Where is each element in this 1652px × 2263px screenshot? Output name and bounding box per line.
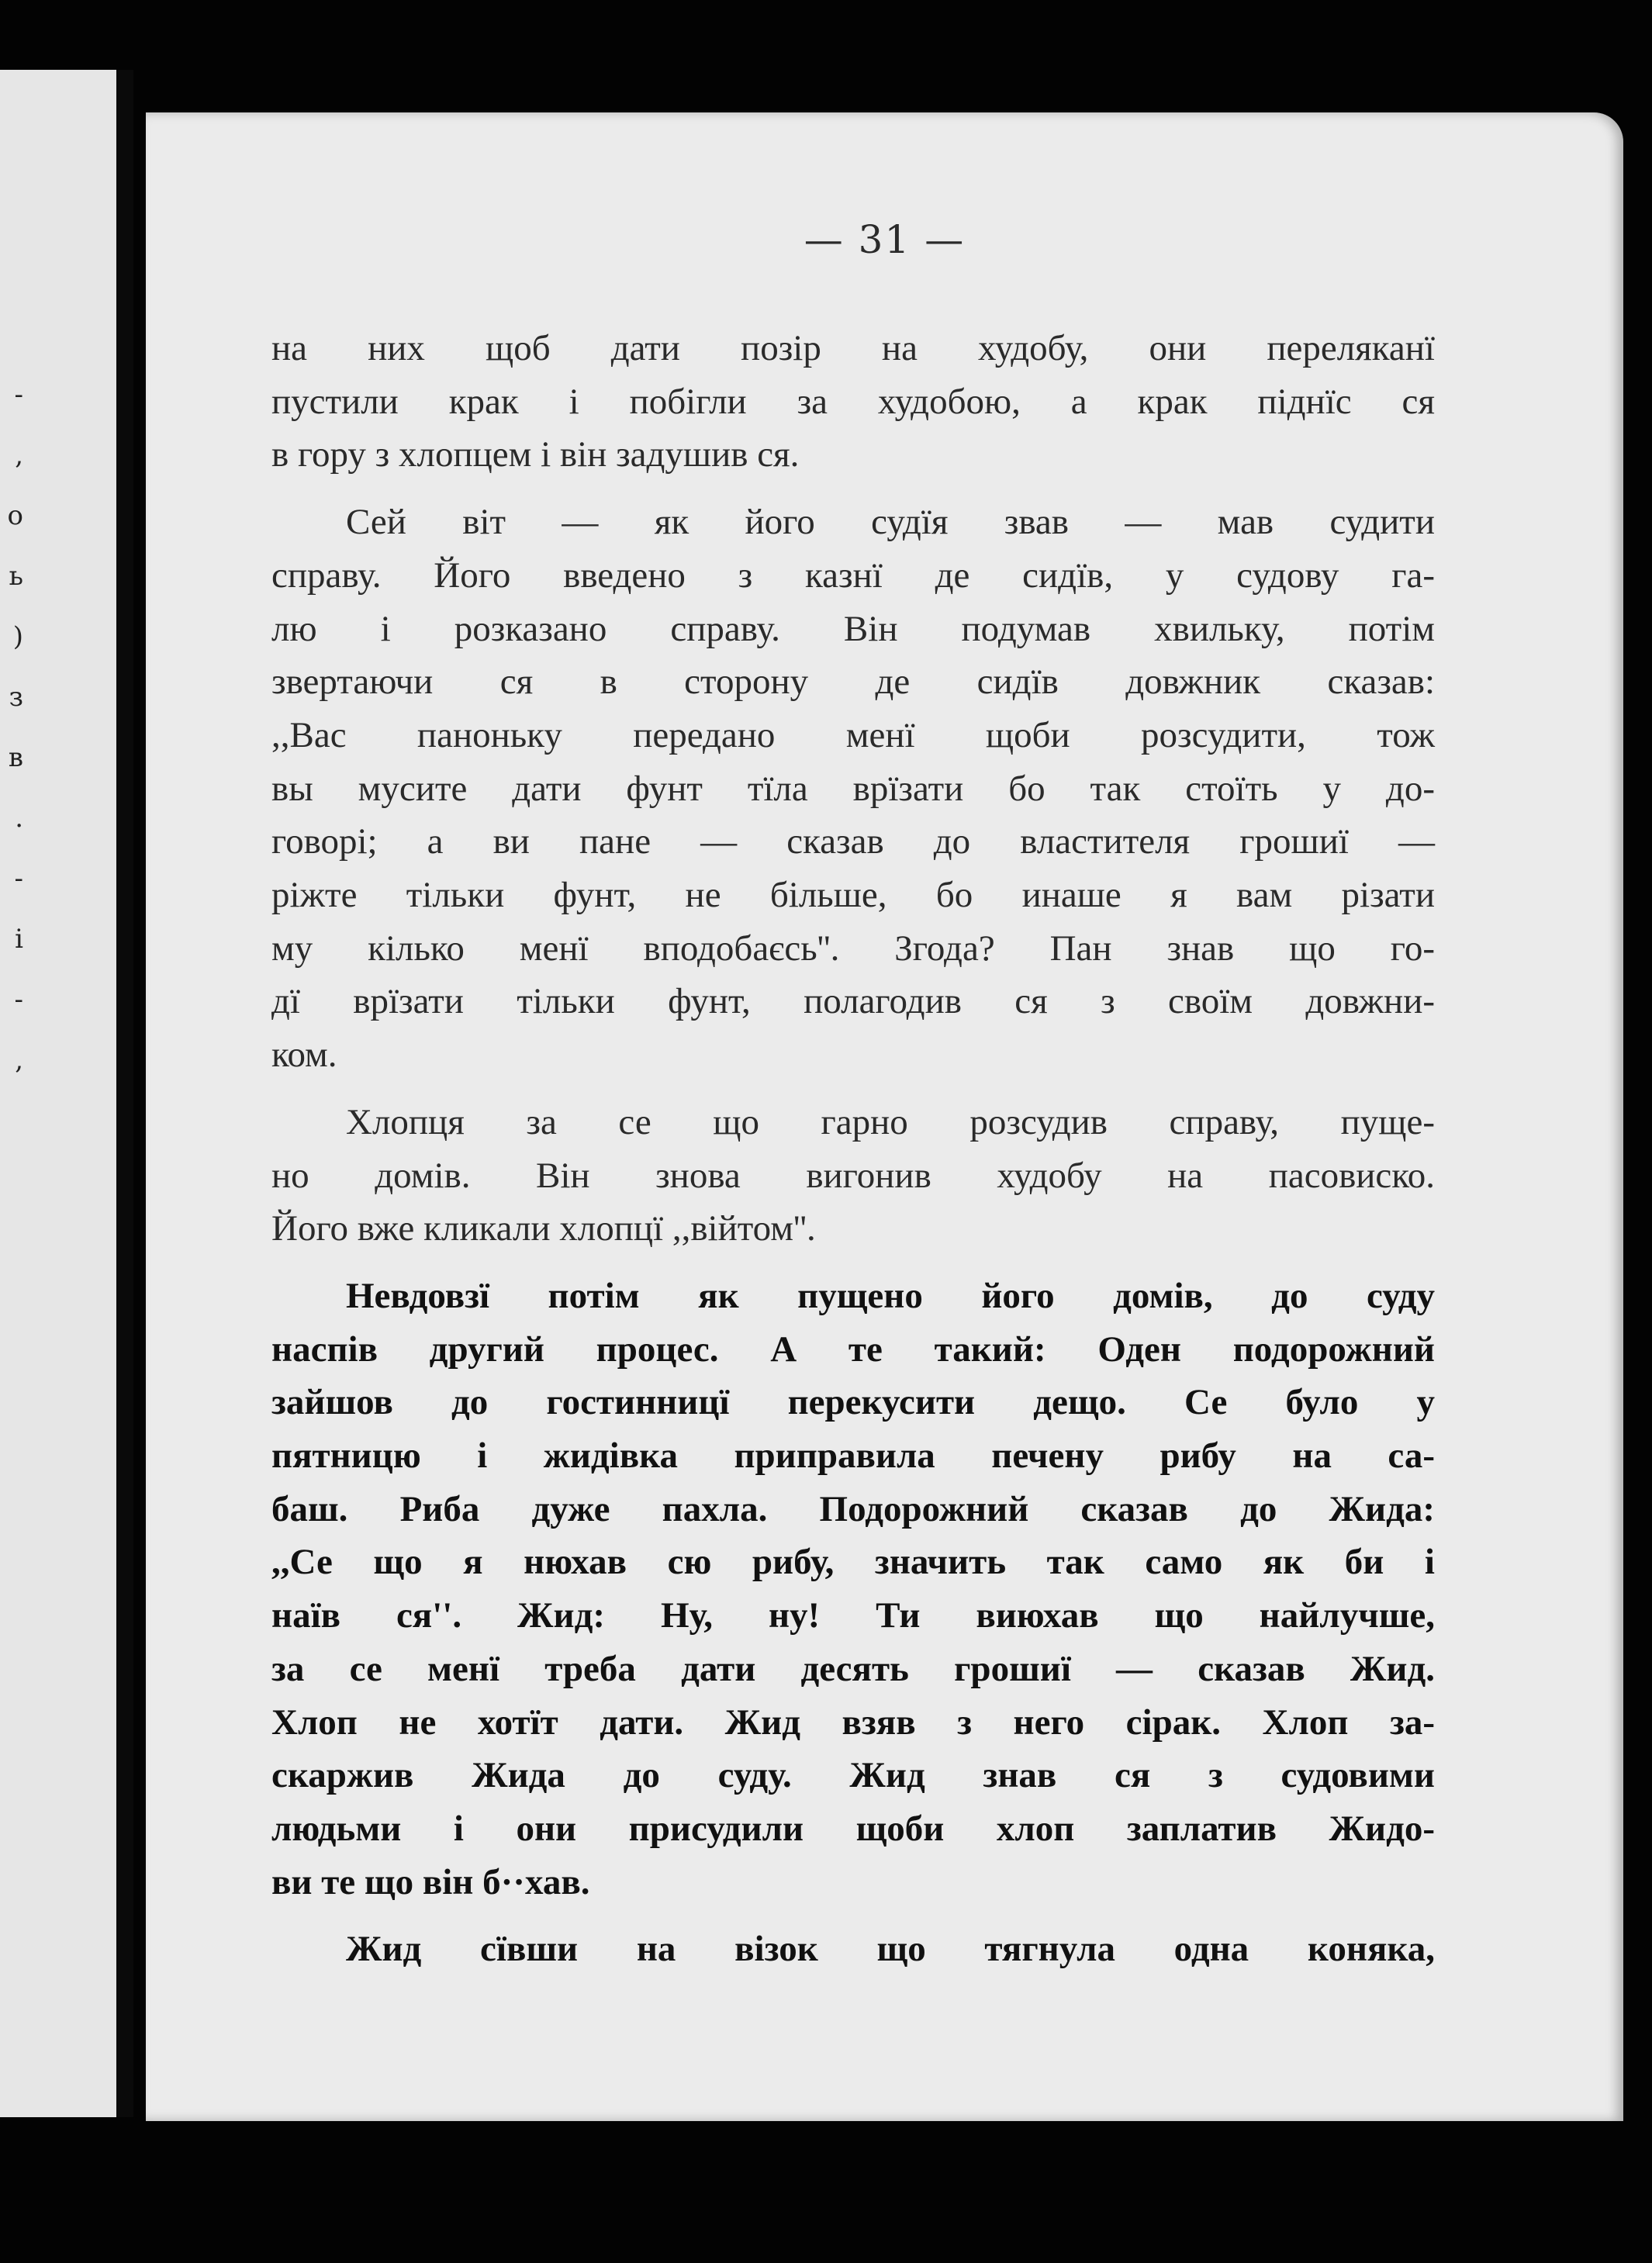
text-line: людьми і они присудили щоби хлоп заплатив Жидо-	[271, 1808, 1435, 1849]
facing-mark: .	[15, 803, 23, 834]
paragraph-gap	[271, 482, 1435, 496]
facing-mark: з	[9, 682, 23, 713]
book-page	[146, 112, 1623, 2121]
facing-mark: o	[7, 500, 23, 531]
text-line: пустили крак і побігли за худобою, а крак піднїс ся	[271, 381, 1435, 422]
text-line: лю і розказано справу. Він подумав хвильку, потім	[271, 608, 1435, 649]
facing-mark: -	[14, 984, 23, 1015]
text-line: му кілько менї вподобаєсь''. Згода? Пан знав що го-	[271, 928, 1435, 969]
facing-mark: ,	[15, 1045, 23, 1076]
text-line: пятницю і жидівка приправила печену рибу на са-	[271, 1436, 1435, 1477]
facing-mark: )	[12, 621, 23, 652]
text-line: вы мусите дати фунт тїла врїзати бо так стоїть у до-	[271, 768, 1435, 809]
text-line: звертаючи ся в сторону де сидїв довжник сказав:	[271, 662, 1435, 703]
text-line: за се менї треба дати десять грошиї — сказав Жид.	[271, 1648, 1435, 1689]
facing-mark: ь	[9, 561, 23, 592]
text-line: дї врїзати тільки фунт, полагодив ся з своїм довжни-	[271, 981, 1435, 1022]
text-line: Хлопця за се що гарно розсудив справу, пуще-	[346, 1101, 1435, 1142]
text-line: Невдовзї потім як пущено його домів, до суду	[346, 1275, 1435, 1316]
text-line: ком.	[271, 1035, 337, 1076]
paragraph	[271, 1096, 1435, 1256]
paragraph	[271, 496, 1435, 1082]
facing-mark: в	[8, 742, 23, 773]
text-line: Сей віт — як його судїя звав — мав судити	[346, 502, 1435, 543]
facing-mark: ,	[15, 440, 23, 471]
paragraph	[271, 1270, 1435, 1909]
paragraph	[271, 322, 1435, 482]
text-line: скаржив Жида до суду. Жид знав ся з судовими	[271, 1755, 1435, 1796]
text-line: говорі; а ви пане — сказав до властителя грошиї —	[271, 821, 1435, 862]
text-line: Його вже кликали хлопцї ,,війтом''.	[271, 1208, 816, 1249]
text-line: на них щоб дати позір на худобу, они переляканї	[271, 328, 1435, 368]
text-line: наспів другий процес. А те такий: Оден подорожний	[271, 1328, 1435, 1370]
text-line: ріжте тільки фунт, не більше, бо инаше я вам різати	[271, 875, 1435, 916]
facing-page-marks	[0, 364, 23, 1090]
text-line: ,,Вас паноньку передано менї щоби розсудити, тож	[271, 714, 1435, 755]
facing-mark: -	[14, 863, 23, 894]
text-line: зайшов до гостинницї перекусити дещо. Се було у	[271, 1382, 1435, 1423]
page-body-text	[271, 322, 1435, 1976]
text-line: ви те що він б··хав.	[271, 1861, 590, 1902]
text-line: но домів. Він знова вигонив худобу на пасовиско.	[271, 1155, 1435, 1196]
facing-mark: -	[14, 379, 23, 410]
text-line: справу. Його введено з казнї де сидїв, у судову га-	[271, 555, 1435, 596]
text-line: Жид сївши на візок що тягнула одна коняка,	[346, 1929, 1435, 1970]
text-line: Хлоп не хотїт дати. Жид взяв з него сірак. Хлоп за-	[271, 1702, 1435, 1743]
paragraph	[271, 1923, 1435, 1976]
facing-mark: і	[15, 924, 23, 955]
paragraph-gap	[271, 1909, 1435, 1923]
paragraph-gap	[271, 1256, 1435, 1270]
paragraph-gap	[271, 1082, 1435, 1096]
page-number: — 31 —	[804, 217, 966, 262]
text-line: баш. Риба дуже пахла. Подорожний сказав до Жида:	[271, 1488, 1435, 1529]
book-gutter	[116, 70, 133, 2117]
facing-page-edge	[0, 70, 116, 2117]
text-line: в гору з хлопцем і він задушив ся.	[271, 434, 800, 475]
text-line: ,,Се що я нюхав сю рибу, значить так само як би і	[271, 1542, 1435, 1583]
text-line: наїв ся''. Жид: Ну, ну! Ти виюхав що найлучше,	[271, 1595, 1435, 1636]
